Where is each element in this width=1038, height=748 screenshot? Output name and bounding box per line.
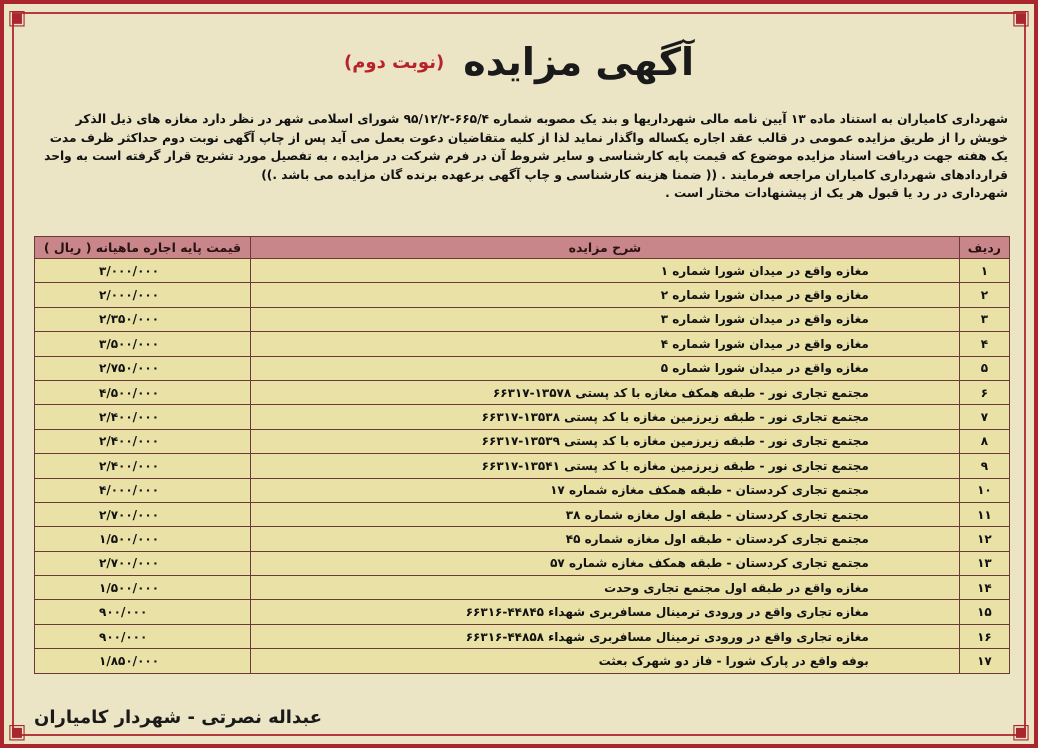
row-number: ۵ [959,356,1009,380]
table-row [35,600,1010,624]
corner-ornament-icon: ▣ [1011,5,1031,29]
intro-line: خویش را از طریق مزایده عمومی در قالب عقد اجاره یکساله واگذار نماید لذا از کلیه متقاضیان دعوت بعمل می آید پس از چاپ آگهی نوبت دوم حداکثر ظرف مدت [49,130,1008,145]
table-header-row [35,237,1010,259]
table-row [35,307,1010,331]
table-row [35,332,1010,356]
row-description: مغازه تجاری واقع در ورودی ترمینال مسافربری شهداء ۴۴۸۴۵-۶۶۳۱۶ [251,600,960,624]
row-number: ۱۳ [959,551,1009,575]
row-number: ۱۰ [959,478,1009,502]
row-description: مجتمع تجاری کردستان - طبقه اول مغازه شماره ۳۸ [251,502,960,526]
row-number: ۸ [959,429,1009,453]
row-number: ۷ [959,405,1009,429]
row-price: ۹۰۰/۰۰۰ [35,600,251,624]
row-price: ۳/۰۰۰/۰۰۰ [35,259,251,283]
row-price: ۱/۵۰۰/۰۰۰ [35,576,251,600]
intro-line: شهرداری کامیاران به استناد ماده ۱۳ آیین نامه مالی شهرداریها و بند یک مصوبه شماره ۶۶۵/۴-۹۵/۱۲/۲ شورای اسلامی شهر در نظر دارد مغازه های ذیل الذکر [75,112,1008,126]
table-row [35,478,1010,502]
row-price: ۲/۴۰۰/۰۰۰ [35,454,251,478]
row-description: مغازه واقع در میدان شورا شماره ۱ [251,259,960,283]
row-price: ۲/۴۰۰/۰۰۰ [35,405,251,429]
corner-ornament-icon: ▣ [1011,719,1031,743]
row-price: ۲/۳۵۰/۰۰۰ [35,307,251,331]
row-description: مغازه واقع در میدان شورا شماره ۲ [251,283,960,307]
row-price: ۲/۴۰۰/۰۰۰ [35,429,251,453]
row-number: ۹ [959,454,1009,478]
row-description: مجتمع تجاری نور - طبقه زیرزمین مغازه با کد پستی ۱۳۵۴۱-۶۶۳۱۷ [251,454,960,478]
row-description: مغازه واقع در میدان شورا شماره ۳ [251,307,960,331]
row-price: ۳/۵۰۰/۰۰۰ [35,332,251,356]
row-number: ۱۱ [959,502,1009,526]
row-price: ۹۰۰/۰۰۰ [35,624,251,648]
row-price: ۴/۵۰۰/۰۰۰ [35,380,251,404]
row-number: ۱۴ [959,576,1009,600]
table-row [35,380,1010,404]
table-row [35,551,1010,575]
table-row [35,454,1010,478]
signature: عبداله نصرتی - شهردار کامیاران [34,707,323,728]
row-description: مجتمع تجاری کردستان - طبقه همکف مغازه شماره ۵۷ [251,551,960,575]
page-subtitle: (نوبت دوم) [343,51,445,73]
row-description: مجتمع تجاری نور - طبقه زیرزمین مغازه با کد پستی ۱۳۵۳۹-۶۶۳۱۷ [251,429,960,453]
row-description: مغازه واقع در میدان شورا شماره ۵ [251,356,960,380]
table-row [35,283,1010,307]
table-row [35,356,1010,380]
row-price: ۲/۷۰۰/۰۰۰ [35,551,251,575]
table-row [35,527,1010,551]
row-number: ۶ [959,380,1009,404]
table-row [35,259,1010,283]
table-row [35,624,1010,648]
table-row [35,502,1010,526]
row-number: ۲ [959,283,1009,307]
row-number: ۳ [959,307,1009,331]
row-number: ۱۶ [959,624,1009,648]
intro-line: شهرداری در رد یا قبول هر یک از پیشنهادات مختار است . [665,186,1008,201]
row-price: ۴/۰۰۰/۰۰۰ [35,478,251,502]
table-row [35,405,1010,429]
row-number: ۱۲ [959,527,1009,551]
intro-text [30,110,1008,203]
table-row [35,576,1010,600]
row-price: ۲/۷۰۰/۰۰۰ [35,502,251,526]
page-title: آگهی مزایده [463,40,695,84]
row-number: ۱ [959,259,1009,283]
row-description: مجتمع تجاری نور - طبقه زیرزمین مغازه با کد پستی ۱۳۵۳۸-۶۶۳۱۷ [251,405,960,429]
row-description: مجتمع تجاری نور - طبقه همکف مغازه با کد پستی ۱۳۵۷۸-۶۶۳۱۷ [251,380,960,404]
row-price: ۱/۵۰۰/۰۰۰ [35,527,251,551]
corner-ornament-icon: ▣ [7,719,27,743]
header-price: قیمت پایه اجاره ماهیانه ( ریال ) [35,237,251,259]
row-description: مغازه تجاری واقع در ورودی ترمینال مسافربری شهداء ۴۴۸۵۸-۶۶۳۱۶ [251,624,960,648]
header-description: شرح مزایده [251,237,960,259]
corner-ornament-icon: ▣ [7,5,27,29]
row-price: ۲/۰۰۰/۰۰۰ [35,283,251,307]
row-number: ۴ [959,332,1009,356]
title-row [4,40,1034,100]
table-row [35,429,1010,453]
row-number: ۱۵ [959,600,1009,624]
table-row [35,649,1010,673]
row-price: ۱/۸۵۰/۰۰۰ [35,649,251,673]
row-description: بوفه واقع در پارک شورا - فاز دو شهرک بعثت [251,649,960,673]
intro-line: یک هفته جهت دریافت اسناد مزایده موضوع که قیمت پایه کارشناسی و سایر شروط آن در فرم شرکت در مزایده ، به تفصیل مورد تشریح قرار گرفته است به واحد [44,149,1008,164]
row-price: ۲/۷۵۰/۰۰۰ [35,356,251,380]
row-description: مغازه واقع در طبقه اول مجتمع تجاری وحدت [251,576,960,600]
intro-line: قراردادهای شهرداری کامیاران مراجعه فرمایند . (( ضمنا هزینه کارشناسی و چاپ آگهی برعهده برنده گان مزایده می باشد .)) [261,167,1008,182]
row-description: مجتمع تجاری کردستان - طبقه اول مغازه شماره ۴۵ [251,527,960,551]
row-description: مجتمع تجاری کردستان - طبقه همکف مغازه شماره ۱۷ [251,478,960,502]
header-row-number: ردیف [959,237,1009,259]
row-number: ۱۷ [959,649,1009,673]
row-description: مغازه واقع در میدان شورا شماره ۴ [251,332,960,356]
auction-table [34,236,1010,674]
